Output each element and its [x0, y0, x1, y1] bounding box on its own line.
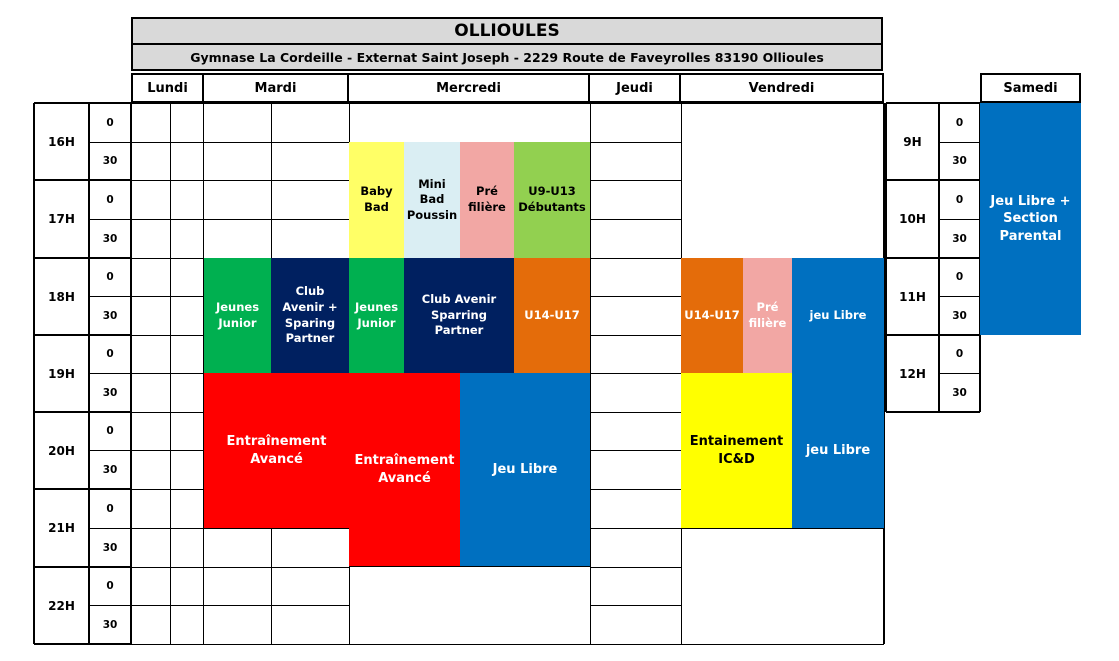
hour-label-16h: 16H	[48, 134, 75, 149]
grid-line	[590, 567, 681, 568]
grid-line	[590, 296, 681, 297]
event-mardi-club-avenir: Club Avenir + Sparing Partner	[271, 258, 349, 373]
grid-line	[131, 219, 170, 220]
hour-label-19h: 19H	[48, 366, 75, 381]
grid-line	[170, 450, 204, 451]
day-header-jeudi: Jeudi	[590, 73, 681, 103]
left-minute-label: 0	[106, 271, 114, 283]
grid-line	[131, 489, 170, 490]
left-minute-label: 0	[106, 580, 114, 592]
event-mercredi-u9-u13: U9-U13 Débutants	[514, 142, 590, 258]
hour-label-11h: 11H	[899, 289, 926, 304]
right-minute-label: 0	[955, 271, 964, 283]
grid-line	[131, 450, 170, 451]
right-minute-label: 30	[952, 309, 967, 322]
right-minute-label: 0	[955, 348, 964, 360]
hour-label-10h: 10H	[899, 212, 926, 226]
grid-line	[349, 103, 590, 104]
hour-label-20h: 20H	[48, 443, 75, 458]
grid-line	[131, 644, 170, 645]
left-minute-label: 30	[102, 618, 118, 631]
grid-line	[204, 644, 349, 645]
left-minute-label: 0	[106, 193, 114, 206]
right-minute-label: 30	[952, 155, 967, 167]
grid-line	[590, 258, 681, 259]
event-mercredi-jeu-libre: Jeu Libre	[460, 373, 590, 566]
grid-line	[131, 567, 170, 568]
event-mercredi-baby-bad: Baby Bad	[349, 142, 404, 258]
right-minute-label: 0	[955, 193, 964, 206]
grid-line	[204, 567, 349, 568]
right-minute-label: 30	[952, 232, 967, 245]
day-header-mardi: Mardi	[204, 73, 349, 103]
grid-line	[204, 605, 349, 606]
grid-line	[590, 489, 681, 490]
grid-line	[170, 258, 204, 259]
grid-line	[170, 644, 204, 645]
event-samedi-jeu-libre-section-parental: Jeu Libre + Section Parental	[980, 103, 1081, 335]
hour-label-22h: 22H	[48, 598, 75, 613]
grid-line	[590, 180, 681, 181]
grid-line	[204, 180, 349, 181]
grid-line	[271, 528, 272, 644]
right-minute-label: 0	[955, 116, 964, 129]
left-minute-label: 30	[102, 386, 118, 399]
event-mercredi-mini-bad-poussin: Mini Bad Poussin	[404, 142, 460, 258]
grid-line	[131, 373, 170, 374]
grid-line	[170, 142, 204, 143]
grid-line	[590, 219, 681, 220]
page-title: OLLIOULES	[131, 17, 883, 45]
grid-line	[130, 103, 132, 644]
grid-line	[204, 219, 349, 220]
day-header-vendredi: Vendredi	[681, 73, 884, 103]
grid-line	[170, 373, 204, 374]
grid-line	[131, 258, 170, 259]
grid-line	[681, 644, 884, 645]
hour-label-9h: 9H	[903, 134, 922, 149]
grid-line	[681, 528, 884, 529]
day-header-samedi: Samedi	[980, 73, 1081, 103]
grid-line	[590, 142, 681, 143]
grid-line	[170, 103, 204, 104]
left-minute-label: 0	[106, 502, 114, 515]
event-vendredi-entainement-icd: Entainement IC&D	[681, 373, 792, 528]
event-vendredi-jeu-libre-1: jeu Libre	[792, 258, 884, 373]
grid-line	[170, 103, 171, 644]
event-mardi-jeunes-junior: Jeunes Junior	[204, 258, 271, 373]
hour-label-21h: 21H	[48, 521, 75, 535]
right-minute-label: 30	[952, 386, 967, 399]
event-mercredi-club-avenir: Club Avenir Sparring Partner	[404, 258, 514, 373]
hour-label-12h: 12H	[899, 366, 926, 381]
grid-line	[170, 335, 204, 336]
grid-line	[131, 335, 170, 336]
grid-line	[590, 373, 681, 374]
event-mercredi-jeunes-junior: Jeunes Junior	[349, 258, 404, 373]
grid-line	[204, 103, 349, 104]
left-minute-label: 0	[106, 116, 114, 129]
grid-line	[204, 528, 349, 529]
venue-address: Gymnase La Cordeille - Externat Saint Joseph - 2229 Route de Faveyrolles 83190 Ollioules	[131, 45, 883, 71]
grid-line	[170, 489, 204, 490]
grid-line	[590, 412, 681, 413]
hour-label-17h: 17H	[48, 212, 75, 226]
grid-line	[590, 644, 681, 645]
grid-line	[681, 103, 884, 104]
grid-line	[271, 103, 272, 258]
event-vendredi-u14-u17: U14-U17	[681, 258, 743, 373]
grid-line	[349, 644, 590, 645]
grid-line	[204, 142, 349, 143]
event-mercredi-entrainement-avance: Entraînement Avancé	[349, 373, 460, 566]
event-mercredi-u14-u17: U14-U17	[514, 258, 590, 373]
left-minute-label: 30	[102, 463, 118, 476]
event-mercredi-pre-filiere: Pré filière	[460, 142, 514, 258]
grid-line	[349, 566, 590, 567]
grid-line	[590, 103, 591, 644]
event-vendredi-pre-filiere: Pré filière	[743, 258, 792, 373]
left-minute-label: 0	[106, 348, 114, 360]
day-header-mercredi: Mercredi	[349, 73, 590, 103]
left-minute-label: 30	[102, 232, 118, 245]
grid-line	[170, 219, 204, 220]
left-minute-label: 30	[102, 309, 118, 322]
left-minute-label: 0	[106, 425, 114, 437]
grid-line	[590, 335, 681, 336]
grid-line	[131, 528, 170, 529]
grid-line	[170, 528, 204, 529]
grid-line	[131, 142, 170, 143]
hour-label-18h: 18H	[48, 289, 75, 304]
grid-line	[170, 296, 204, 297]
grid-line	[590, 605, 681, 606]
grid-line	[590, 528, 681, 529]
grid-line	[131, 180, 170, 181]
event-mardi-entrainement-avance: Entraînement Avancé	[204, 373, 349, 528]
grid-line	[131, 296, 170, 297]
grid-line	[170, 605, 204, 606]
grid-line	[131, 605, 170, 606]
grid-line	[170, 567, 204, 568]
grid-line	[131, 103, 170, 104]
grid-line	[170, 180, 204, 181]
left-minute-label: 30	[102, 155, 118, 167]
day-header-lundi: Lundi	[131, 73, 204, 103]
grid-line	[590, 450, 681, 451]
grid-line	[131, 412, 170, 413]
grid-line	[170, 412, 204, 413]
event-vendredi-jeu-libre-2: jeu Libre	[792, 373, 884, 528]
left-minute-label: 30	[102, 541, 118, 554]
grid-line	[590, 103, 681, 104]
